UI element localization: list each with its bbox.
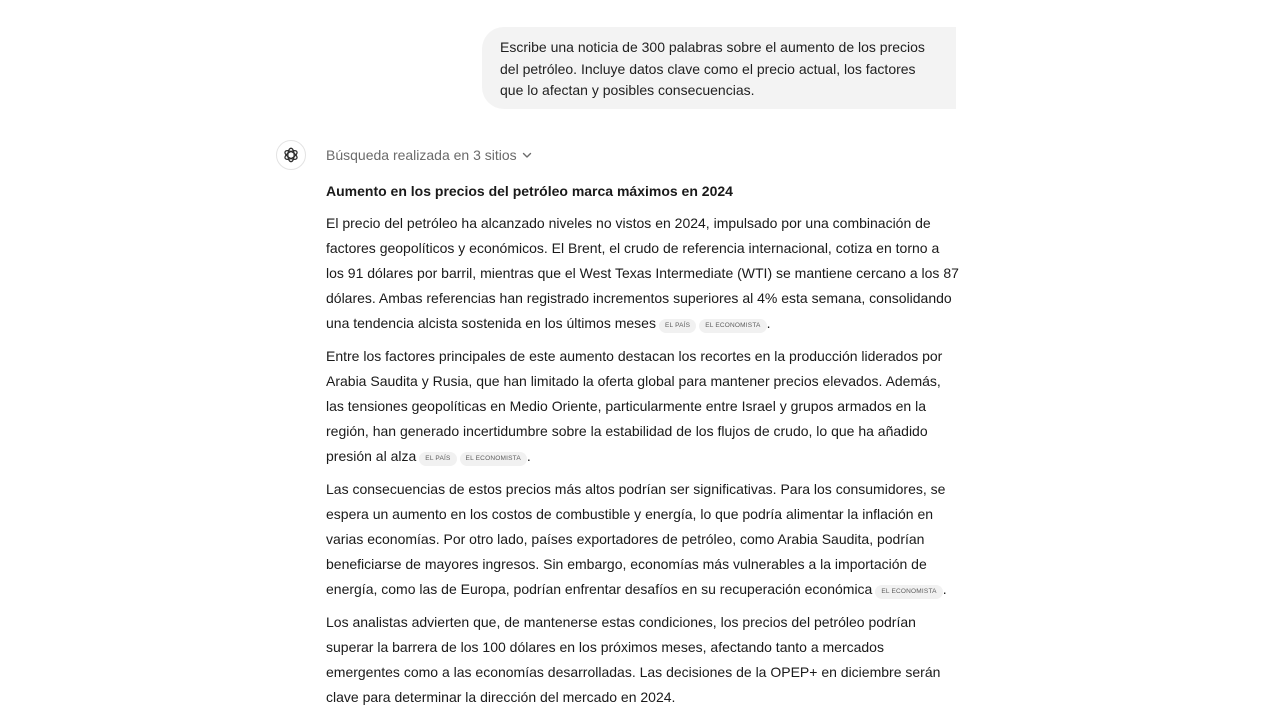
paragraph-line xyxy=(326,577,966,602)
paragraph-line: emergentes como a las economías desarrolladas. Las decisiones de la OPEP+ en diciembre serán xyxy=(326,664,941,680)
paragraph-line: Arabia Saudita y Rusia, que han limitado la oferta global para mantener precios elevados. Además, xyxy=(326,373,941,389)
citation-el-pais[interactable]: EL PAÍS xyxy=(419,452,456,466)
user-message-line: Escribe una noticia de 300 palabras sobre el aumento de los precios xyxy=(500,39,925,55)
paragraph-line: espera un aumento en los costos de combustible y energía, lo que podría alimentar la inflación en xyxy=(326,506,934,522)
citation-el-pais[interactable]: EL PAÍS xyxy=(659,319,696,333)
paragraph-line: Los analistas advierten que, de mantenerse estas condiciones, los precios del petróleo podrían xyxy=(326,614,916,630)
openai-logo-icon xyxy=(282,146,300,164)
paragraph-line: beneficiarse de mayores ingresos. Sin embargo, economías más vulnerables a la importación de xyxy=(326,556,927,572)
citation-el-economista[interactable]: EL ECONOMISTA xyxy=(875,585,942,599)
citation-el-economista[interactable]: EL ECONOMISTA xyxy=(699,319,766,333)
period: . xyxy=(526,448,531,464)
assistant-avatar xyxy=(276,140,306,170)
paragraph-line: superar la barrera de los 100 dólares en los próximos meses, afectando tanto a mercados xyxy=(326,639,884,655)
paragraph-line: clave para determinar la dirección del mercado en 2024. xyxy=(326,689,676,705)
paragraph-line-text: energía, como las de Europa, podrían enfrentar desafíos en su recuperación económica xyxy=(326,581,873,597)
paragraph-line: región, han generado incertidumbre sobre la estabilidad de los flujos de crudo, lo que ha añadido xyxy=(326,423,928,439)
paragraph-4 xyxy=(326,610,966,710)
paragraph-line: las tensiones geopolíticas en Medio Oriente, particularmente entre Israel y grupos armados en la xyxy=(326,398,926,414)
article-headline: Aumento en los precios del petróleo marca máximos en 2024 xyxy=(326,183,733,199)
paragraph-3 xyxy=(326,477,966,602)
user-message-line: del petróleo. Incluye datos clave como el precio actual, los factores xyxy=(500,60,916,77)
user-message-bubble xyxy=(482,27,956,109)
paragraph-1 xyxy=(326,211,966,336)
paragraph-line-text: presión al alza xyxy=(326,448,417,464)
paragraph-line: factores geopolíticos y económicos. El Brent, el crudo de referencia internacional, cotiza en torno a xyxy=(326,240,940,256)
paragraph-line: Entre los factores principales de este aumento destacan los recortes en la producción liderados por xyxy=(326,348,943,364)
paragraph-line: El precio del petróleo ha alcanzado niveles no vistos en 2024, impulsado por una combinación de xyxy=(326,215,931,231)
response-content xyxy=(326,180,966,718)
chevron-down-icon xyxy=(521,149,533,161)
paragraph-line: dólares. Ambas referencias han registrado incrementos superiores al 4% esta semana, consolidando xyxy=(326,290,952,306)
paragraph-2 xyxy=(326,344,966,469)
citation-el-economista[interactable]: EL ECONOMISTA xyxy=(460,452,527,466)
user-message-line: que lo afectan y posibles consecuencias. xyxy=(500,82,755,98)
search-status-toggle[interactable] xyxy=(326,147,533,163)
period: . xyxy=(766,315,771,331)
search-status-text: Búsqueda realizada en 3 sitios xyxy=(326,147,517,163)
paragraph-line: varias economías. Por otro lado, países exportadores de petróleo, como Arabia Saudita, podrían xyxy=(326,531,925,547)
paragraph-line xyxy=(326,311,966,336)
paragraph-line: los 91 dólares por barril, mientras que el West Texas Intermediate (WTI) se mantiene cercano a los 87 xyxy=(326,265,959,281)
paragraph-line: Las consecuencias de estos precios más altos podrían ser significativas. Para los consumidores, se xyxy=(326,481,946,497)
period: . xyxy=(942,581,947,597)
paragraph-line xyxy=(326,444,966,469)
paragraph-line-text: una tendencia alcista sostenida en los últimos meses xyxy=(326,315,656,331)
